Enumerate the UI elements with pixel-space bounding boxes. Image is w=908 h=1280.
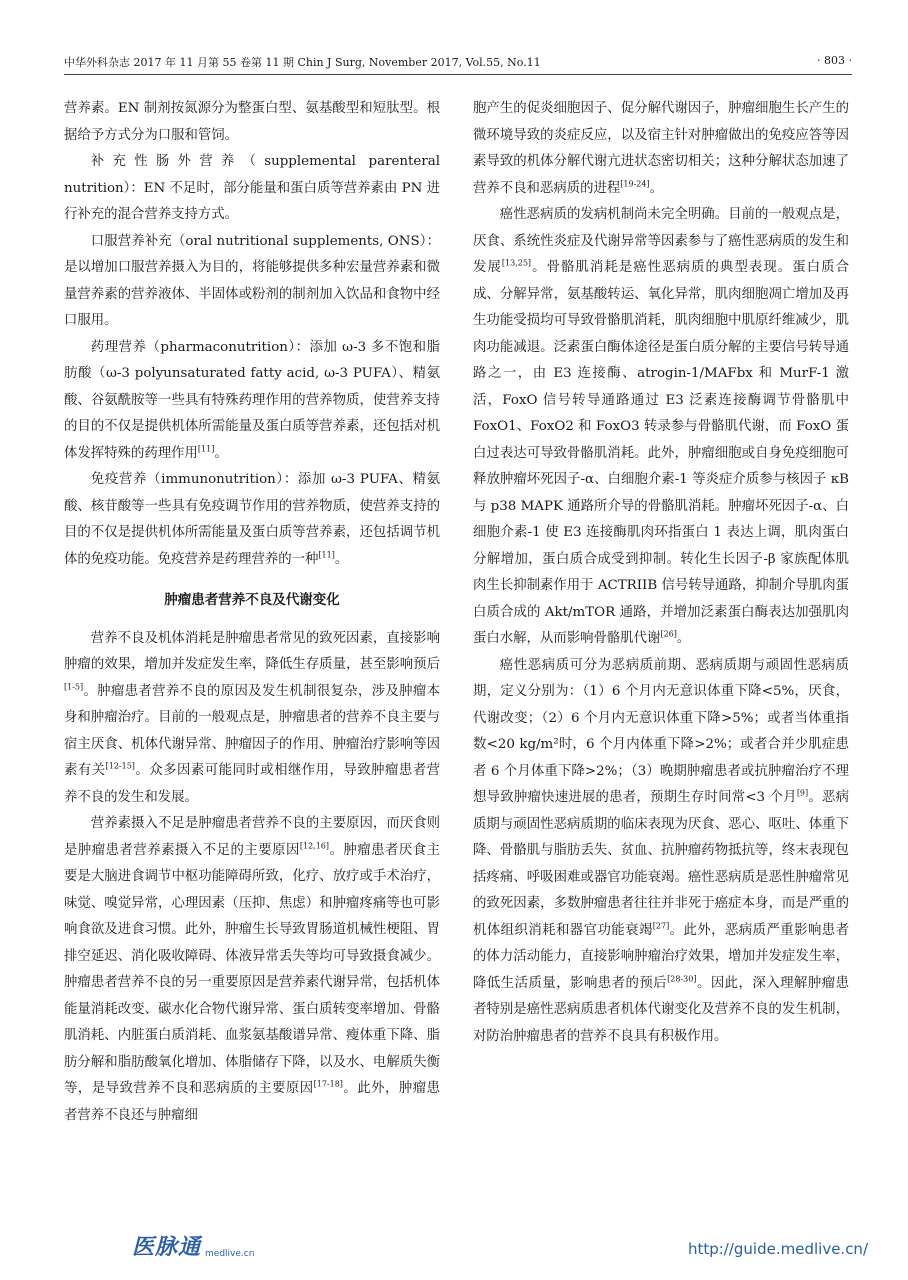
citation: [26]: [660, 629, 677, 639]
page-number: · 803 ·: [817, 54, 852, 67]
paragraph: 营养素。EN 制剂按氮源分为整蛋白型、氨基酸型和短肽型。根据给予方式分为口服和管饲。: [64, 101, 440, 143]
citation: [19-24]: [620, 179, 650, 189]
paragraph: 口服营养补充（oral nutritional supplements, ONS）：是以增加口服营养摄入为目的，将能够提供多种宏量营养素和微量营养素的营养液体、半固体或粉剂的制剂加入饮品和食物中经口服用。: [64, 233, 440, 328]
left-column: [64, 96, 440, 1129]
running-header: [64, 50, 852, 75]
journal-citation: 中华外科杂志 2017 年 11 月第 55 卷第 11 期 Chin J Surg, November 2017, Vol.55, No.11: [64, 56, 541, 69]
paragraph: 补充性肠外营养（supplemental parenteral nutrition）：EN 不足时，部分能量和蛋白质等营养素由 PN 进行补充的混合营养支持方式。: [64, 154, 440, 222]
citation: [11]: [197, 444, 215, 454]
paragraph: 营养不良及机体消耗是肿瘤患者常见的致死因素，直接影响肿瘤的效果，增加并发症发生率，降低生存质量，甚至影响预后[1-5]。肿瘤患者营养不良的原因及发生机制很复杂，涉及肿瘤本身和肿瘤治疗。目前的一般观点是，肿瘤患者的营养不良主要与宿主厌食、机体代谢异常、肿瘤因子的作用、肿瘤治疗影响等因素有关[12-15]。众多因素可能同时或相继作用，导致肿瘤患者营养不良的发生和发展。: [64, 630, 441, 805]
paragraph: 免疫营养（immunonutrition）：添加 ω-3 PUFA、精氨酸、核苷酸等一些具有免疫调节作用的营养物质，使营养支持的目的不仅是提供机体所需能量及蛋白质等营养素，还包括调节机体的免疫功能。免疫营养是药理营养的一种[11]。: [64, 472, 440, 567]
citation: [17-18]: [313, 1079, 343, 1089]
paragraph: 癌性恶病质可分为恶病质前期、恶病质期与顽固性恶病质期，定义分别为：（1）6 个月内无意识体重下降<5%，厌食，代谢改变；（2）6 个月内无意识体重下降>5%；或者当体重指数<20 kg/m²时，6 个月内体重下降>2%；或者合并少肌症患者 6 个月体重下降>2%；（3）晚期肿瘤患者或抗肿瘤治疗不理想导致肿瘤快速进展的患者，预期生存时间常<3 个月[9]。恶病质期与顽固性恶病质期的临床表现为厌食、恶心、呕吐、体重下降、骨骼肌与脂肪丢失、贫血、抗肿瘤药物抵抗等，终末表现包括疼痛、呼吸困难或器官功能衰竭。癌性恶病质是恶性肿瘤常见的致死因素，多数肿瘤患者往往并非死于癌症本身，而是严重的机体组织消耗和器官功能衰竭[27]。此外，恶病质严重影响患者的体力活动能力，直接影响肿瘤治疗效果，增加并发症发生率，降低生活质量，影响患者的预后[28-30]。因此，深入理解肿瘤患者特别是癌性恶病质患者机体代谢变化及营养不良的发生机制，对防治肿瘤患者的营养不良具有积极作用。: [473, 657, 850, 1044]
citation: [12,16]: [299, 841, 330, 851]
source-url-link[interactable]: http://guide.medlive.cn/: [687, 1240, 868, 1258]
citation: [1-5]: [64, 682, 84, 692]
paragraph: 胞产生的促炎细胞因子、促分解代谢因子，肿瘤细胞生长产生的微环境导致的炎症反应，以及宿主针对肿瘤做出的免疫应答等因素导致的机体分解代谢亢进状态密切相关；这种分解状态加速了营养不良和恶病质的进程[19-24]。: [473, 101, 849, 196]
citation: [9]: [796, 788, 809, 798]
right-column: [473, 96, 849, 1050]
logo-text: 医脉通: [132, 1235, 202, 1260]
citation: [11]: [318, 550, 335, 560]
citation: [12-15]: [105, 761, 135, 771]
paragraph: 药理营养（pharmaconutrition）：添加 ω-3 多不饱和脂肪酸（ω-3 polyunsaturated fatty acid, ω-3 PUFA）、精氨酸、谷氨酰胺等一些具有特殊药理作用的营养物质，使营养支持的目的不仅是提供机体所需能量及蛋白质等营养素，还包括对机体发挥特殊的药理作用[11]。: [64, 339, 440, 461]
citation: [28-30]: [667, 974, 697, 984]
paragraph: 癌性恶病质的发病机制尚未完全明确。目前的一般观点是，厌食、系统性炎症及代谢异常等因素参与了癌性恶病质的发生和发展[13,25]。骨骼肌消耗是癌性恶病质的典型表现。蛋白质合成、分解异常，氨基酸转运、氧化异常，肌肉细胞凋亡增加及再生功能受损均可导致骨骼肌消耗，肌肉细胞中肌原纤维减少，肌肉功能减退。泛素蛋白酶体途径是蛋白质分解的主要信号转导通路之一，由 E3 连接酶、atrogin-1/MAFbx 和 MurF-1 激活，FoxO 信号转导通路通过 E3 泛素连接酶调节骨骼肌中 FoxO1、FoxO2 和 FoxO3 转录参与骨骼肌代谢，而 FoxO 蛋白过表达可导致骨骼肌消耗。此外，肿瘤细胞或自身免疫细胞可释放肿瘤坏死因子-α、白细胞介素-1 等炎症介质参与核因子 κB 与 p38 MAPK 通路所介导的骨骼肌消耗。肿瘤坏死因子-α、白细胞介素-1 使 E3 连接酶肌肉环指蛋白 1 表达上调，肌肉蛋白分解增加，蛋白质合成受到抑制。转化生长因子-β 家族配体肌肉生长抑制素作用于 ACTRIIB 信号转导通路，抑制介导肌肉蛋白质合成的 Akt/mTOR 通路，并增加泛素蛋白酶表达加强肌肉蛋白水解，从而影响骨骼肌代谢[26]。: [473, 207, 850, 646]
citation: [13,25]: [501, 258, 532, 268]
paragraph: 营养素摄入不足是肿瘤患者营养不良的主要原因，而厌食则是肿瘤患者营养素摄入不足的主要原因[12,16]。肿瘤患者厌食主要是大脑进食调节中枢功能障碍所致，化疗、放疗或手术治疗，味觉、嗅觉异常，心理因素（压抑、焦虑）和肿瘤疼痛等也可影响食欲及进食习惯。此外，肿瘤生长导致胃肠道机械性梗阻、胃排空延迟、消化吸收障碍、体液异常丢失等均可导致摄食减少。肿瘤患者营养不良的另一重要原因是营养素代谢异常，包括机体能量消耗改变、碳水化合物代谢异常、蛋白质转变率增加、骨骼肌消耗、内脏蛋白质消耗、血浆氨基酸谱异常、瘦体重下降、脂肪分解和脂肪酸氧化增加、体脂储存下降，以及水、电解质失衡等，是导致营养不良和恶病质的主要原因[17-18]。此外，肿瘤患者营养不良还与肿瘤细: [64, 816, 441, 1123]
section-heading: 肿瘤患者营养不良及代谢变化: [164, 592, 340, 608]
medlive-logo: [132, 1230, 254, 1261]
citation: [27]: [652, 921, 670, 931]
logo-subtext: medlive.cn: [205, 1249, 255, 1259]
